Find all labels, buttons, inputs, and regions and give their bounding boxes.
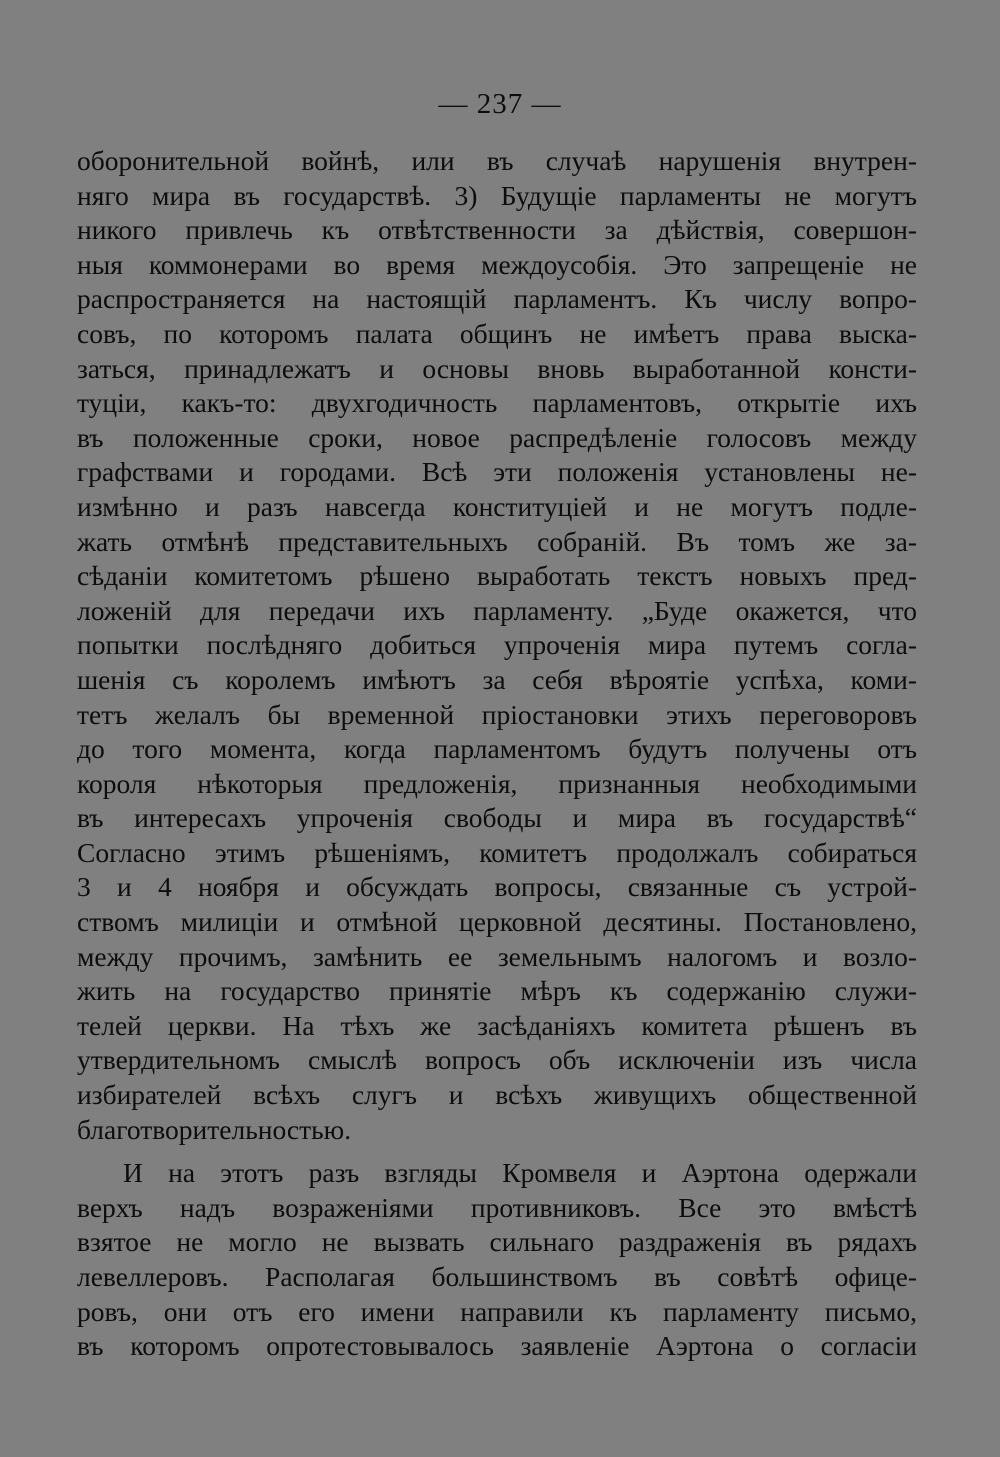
body-text bbox=[77, 144, 917, 1364]
text-line: измѣнно и разъ навсегда конституціей и не могутъ подле- bbox=[77, 490, 917, 522]
text-line: графствами и городами. Всѣ эти положенія установлены не- bbox=[77, 456, 917, 488]
text-line: никого привлечь къ отвѣтственности за дѣйствія, совершон- bbox=[77, 214, 917, 246]
text-line: короля нѣкоторыя предложенія, признанныя необходимыми bbox=[77, 767, 917, 799]
text-line: въ положенные сроки, новое распредѣленіе голосовъ между bbox=[77, 421, 917, 453]
text-line: И на этотъ разъ взгляды Кромвеля и Аэртона одержали bbox=[123, 1157, 917, 1189]
text-line: ложеній для передачи ихъ парламенту. „Буде окажется, что bbox=[77, 594, 917, 626]
text-line: ствомъ милиціи и отмѣной церковной десятины. Постановлено, bbox=[77, 906, 917, 938]
text-line: въ которомъ опротестовывалось заявленіе Аэртона о согласіи bbox=[77, 1330, 917, 1362]
text-line: распространяется на настоящій парламентъ. Къ числу вопро- bbox=[77, 283, 917, 315]
text-line: тетъ желалъ бы временной пріостановки этихъ переговоровъ bbox=[77, 698, 917, 730]
text-line: няго мира въ государствѣ. 3) Будущіе парламенты не могутъ bbox=[77, 179, 917, 211]
text-line: взятое не могло не вызвать сильнаго раздраженія въ рядахъ bbox=[77, 1226, 917, 1258]
text-line: утвердительномъ смыслѣ вопросъ объ исключеніи изъ числа bbox=[77, 1044, 917, 1076]
text-line: жить на государство принятіе мѣръ къ содержанію служи- bbox=[77, 975, 917, 1007]
text-line: попытки послѣдняго добиться упроченія мира путемъ согла- bbox=[77, 629, 917, 661]
text-line: заться, принадлежатъ и основы вновь выработанной консти- bbox=[77, 352, 917, 384]
paragraph bbox=[77, 1156, 917, 1364]
text-line: въ интересахъ упроченія свободы и мира въ государствѣ“ bbox=[77, 802, 917, 834]
text-line: туціи, какъ-то: двухгодичность парламентовъ, открытіе ихъ bbox=[77, 387, 917, 419]
text-line: совъ, по которомъ палата общинъ не имѣетъ права выска- bbox=[77, 317, 917, 349]
text-line: верхъ надъ возраженіями противниковъ. Все это вмѣстѣ bbox=[77, 1191, 917, 1223]
text-line: благотворительностью. bbox=[77, 1113, 352, 1145]
text-line: шенія съ королемъ имѣютъ за себя вѣроятіе успѣха, коми- bbox=[77, 663, 917, 695]
paragraph-gap bbox=[77, 1147, 917, 1156]
text-line: избирателей всѣхъ слугъ и всѣхъ живущихъ общественной bbox=[77, 1079, 917, 1111]
text-line: сѣданіи комитетомъ рѣшено выработать текстъ новыхъ пред- bbox=[77, 560, 917, 592]
text-line: оборонительной войнѣ, или въ случаѣ нарушенія внутрен- bbox=[77, 145, 917, 176]
text-line: телей церкви. На тѣхъ же засѣданіяхъ комитета рѣшенъ въ bbox=[77, 1009, 917, 1041]
paragraph bbox=[77, 144, 917, 1147]
page-number: — 237 — bbox=[438, 88, 562, 120]
text-line: ныя коммонерами во время междоусобія. Это запрещеніе не bbox=[77, 248, 917, 280]
text-line: до того момента, когда парламентомъ будутъ получены отъ bbox=[77, 733, 917, 765]
text-line: левеллеровъ. Располагая большинствомъ въ совѣтѣ офице- bbox=[77, 1261, 917, 1292]
text-line: между прочимъ, замѣнить ее земельнымъ налогомъ и возло- bbox=[77, 940, 917, 972]
text-line: 3 и 4 ноября и обсуждать вопросы, связанные съ устрой- bbox=[77, 871, 917, 903]
text-line: ровъ, они отъ его имени направили къ парламенту письмо, bbox=[77, 1295, 917, 1327]
text-line: жать отмѣнѣ представительныхъ собраній. Въ томъ же за- bbox=[77, 525, 917, 557]
text-line: Согласно этимъ рѣшеніямъ, комитетъ продолжалъ собираться bbox=[77, 836, 917, 868]
